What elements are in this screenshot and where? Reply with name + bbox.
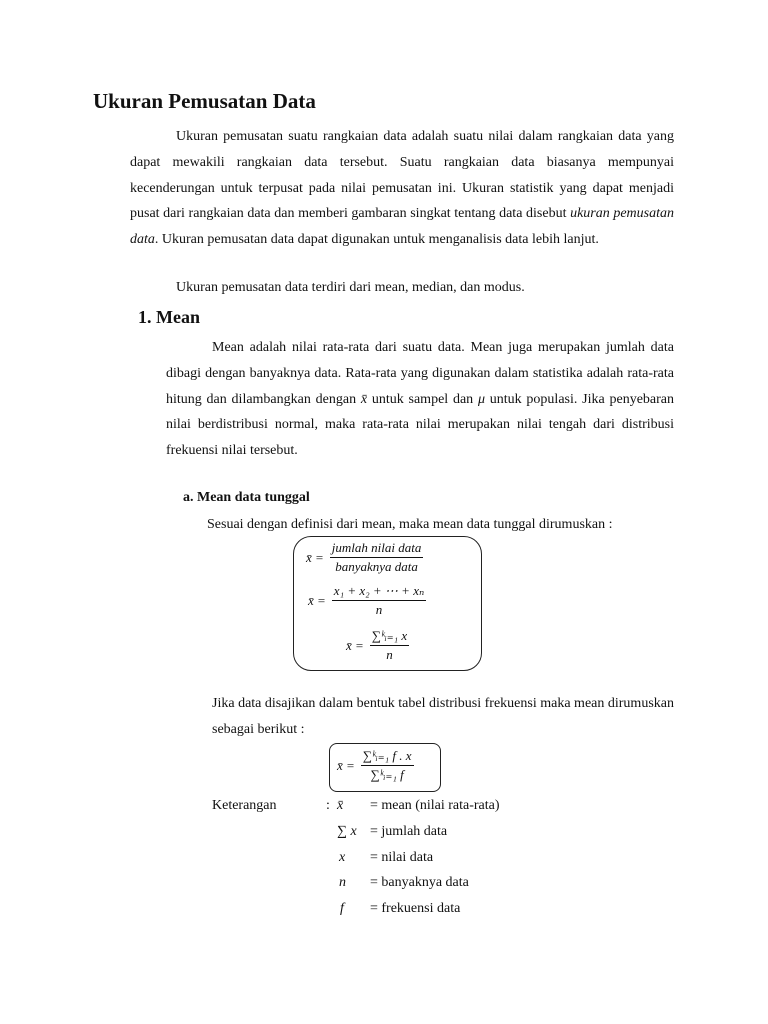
fraction-numerator: jumlah nilai data (330, 539, 424, 558)
keterangan-colon: : (326, 798, 330, 813)
legend-symbol: f (340, 901, 344, 916)
legend-description: = mean (nilai rata-rata) (370, 798, 500, 813)
fraction (361, 747, 414, 784)
page-title: Ukuran Pemusatan Data (93, 89, 316, 113)
formula-lhs: x̄ = (308, 592, 326, 608)
legend-description: = frekuensi data (370, 901, 461, 916)
fraction (332, 582, 426, 619)
formula-jumlah-nilai (306, 539, 423, 576)
keterangan-label: Keterangan (212, 798, 277, 813)
legend-symbol: x̄ (337, 798, 344, 813)
mean-text-2: untuk sampel dan (367, 391, 478, 407)
legend-description: = banyaknya data (370, 875, 469, 890)
section-heading-mean: 1. Mean (138, 307, 200, 327)
xbar-symbol: x̄ (360, 391, 368, 407)
intro-emphasis: ukuran pemusatan data (130, 206, 674, 248)
formula-lhs: x̄ = (306, 549, 324, 565)
formula-frequency-mean (337, 747, 414, 784)
intro-paragraph-2: Ukuran pemusatan data terdiri dari mean, median, dan modus. (176, 280, 525, 295)
fraction-denominator: n (375, 602, 383, 617)
mean-text-3: untuk populasi. Jika penyebaran nilai berdistribusi normal, maka rata-rata nilai merupakan nilai tengah dari distribusi frekuensi nilai tersebut. (166, 391, 674, 459)
fraction (330, 539, 424, 576)
intro-text-2: . Ukuran pemusatan data dapat digunakan untuk menganalisis data lebih lanjut. (154, 232, 599, 248)
fraction-denominator: banyaknya data (335, 559, 418, 574)
mean-paragraph (166, 335, 674, 464)
fraction-numerator: ∑ᵏᵢ₌₁ x (370, 627, 409, 646)
legend-symbol: ∑ x (337, 824, 357, 839)
legend-symbol: n (339, 875, 346, 890)
fraction (370, 627, 409, 664)
formula-sum-terms (308, 582, 426, 619)
formula-sigma (346, 627, 409, 664)
mu-symbol: μ (477, 391, 485, 407)
frequency-description: Jika data disajikan dalam bentuk tabel distribusi frekuensi maka mean dirumuskan sebagai berikut : (212, 696, 674, 737)
formula-lhs: x̄ = (346, 637, 364, 653)
intro-paragraph (130, 124, 674, 253)
legend-symbol: x (339, 850, 346, 865)
legend-description: = nilai data (370, 850, 434, 865)
fraction-numerator: x₁ + x₂ + ⋯ + xₙ (332, 582, 426, 601)
subsection-heading-mean-tunggal: a. Mean data tunggal (183, 490, 310, 505)
legend-description: = jumlah data (370, 824, 448, 839)
mean-tunggal-description: Sesuai dengan definisi dari mean, maka mean data tunggal dirumuskan : (207, 517, 613, 532)
fraction-denominator: n (386, 647, 393, 662)
intro-text-1: Ukuran pemusatan suatu rangkaian data adalah suatu nilai dalam rangkaian data yang dapat mewakili rangkaian data tersebut. Suatu rangkaian data biasanya mempunyai kecenderungan untuk terpusat pada nilai pemusatan ini. Ukuran statistik yang dapat menjadi pusat dari rangkaian data dan memberi gambaran singkat tentang data disebut (130, 129, 674, 222)
fraction-numerator: ∑ᵏᵢ₌₁ f . x (361, 747, 414, 766)
mean-text-1: Mean adalah nilai rata-rata dari suatu data. Mean juga merupakan jumlah data dibagi dengan banyaknya data. Rata-rata yang digunakan dalam statistika adalah rata-rata hitung dan dilambangkan dengan (166, 340, 674, 407)
formula-lhs: x̄ = (337, 757, 355, 773)
fraction-denominator: ∑ᵏᵢ₌₁ f (370, 767, 404, 782)
